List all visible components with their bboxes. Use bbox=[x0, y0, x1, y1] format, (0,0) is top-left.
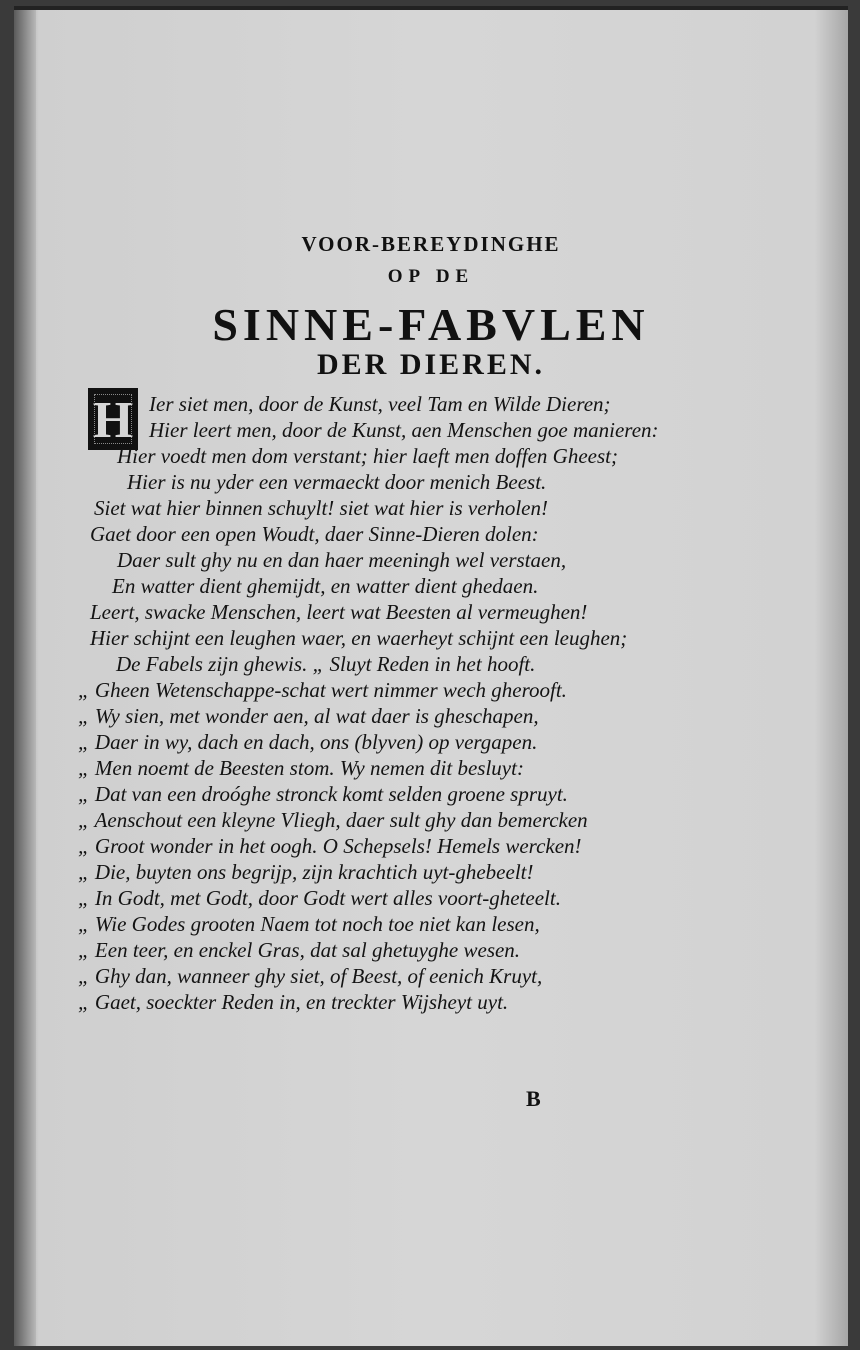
page-gutter bbox=[14, 10, 36, 1346]
poem-line: „ Dat van een droóghe stronck komt selden groene spruyt. bbox=[78, 782, 568, 806]
heading-voor-bereydinghe: VOOR-BEREYDINGHE bbox=[301, 232, 561, 256]
poem-line: De Fabels zijn ghewis. „ Sluyt Reden in het hooft. bbox=[116, 652, 536, 676]
poem-line: Gaet door een open Woudt, daer Sinne-Dieren dolen: bbox=[90, 522, 539, 546]
heading-op-de: OP DE bbox=[387, 266, 475, 287]
poem-line: Hier voedt men dom verstant; hier laeft men doffen Gheest; bbox=[117, 444, 618, 468]
poem-line: „ Een teer, en enckel Gras, dat sal ghetuyghe wesen. bbox=[78, 938, 521, 962]
poem-line: En watter dient ghemijdt, en watter dient ghedaen. bbox=[112, 574, 539, 598]
poem-line: „ Daer in wy, dach en dach, ons (blyven) op vergapen. bbox=[78, 730, 538, 754]
poem-line: Hier is nu yder een vermaeckt door menich Beest. bbox=[127, 470, 547, 494]
book-page bbox=[14, 6, 848, 1346]
poem-line: Ier siet men, door de Kunst, veel Tam en Wilde Dieren; bbox=[149, 392, 611, 416]
poem-line: Leert, swacke Menschen, leert wat Beesten al vermeughen! bbox=[90, 600, 588, 624]
poem-line: „ In Godt, met Godt, door Godt wert alles voort-gheteelt. bbox=[78, 886, 561, 910]
poem-line: „ Die, buyten ons begrijp, zijn krachtich uyt-ghebeelt! bbox=[78, 860, 534, 884]
initial-letter: H bbox=[92, 392, 134, 449]
heading-sinne-fabvlen: SINNE-FABVLEN bbox=[212, 299, 650, 350]
poem-line: „ Wy sien, met wonder aen, al wat daer is gheschapen, bbox=[78, 704, 539, 728]
decorated-initial bbox=[88, 388, 138, 450]
poem-line: Daer sult ghy nu en dan haer meeningh wel verstaen, bbox=[117, 548, 567, 572]
poem-line: Siet wat hier binnen schuylt! siet wat hier is verholen! bbox=[94, 496, 548, 520]
poem-line: Hier leert men, door de Kunst, aen Menschen goe manieren: bbox=[149, 418, 659, 442]
poem-line: „ Groot wonder in het oogh. O Schepsels! Hemels wercken! bbox=[78, 834, 582, 858]
poem-line: „ Aenschout een kleyne Vliegh, daer sult ghy dan bemercken bbox=[78, 808, 588, 832]
poem-line: Hier schijnt een leughen waer, en waerheyt schijnt een leughen; bbox=[90, 626, 628, 650]
poem-line: „ Wie Godes grooten Naem tot noch toe niet kan lesen, bbox=[78, 912, 540, 936]
heading-der-dieren: DER DIEREN. bbox=[316, 348, 546, 381]
initial-border bbox=[94, 394, 132, 444]
poem-line: „ Men noemt de Beesten stom. Wy nemen dit besluyt: bbox=[78, 756, 524, 780]
poem-line: „ Gaet, soeckter Reden in, en treckter Wijsheyt uyt. bbox=[78, 990, 509, 1014]
poem-line: „ Gheen Wetenschappe-schat wert nimmer wech gherooft. bbox=[78, 678, 567, 702]
poem-line: „ Ghy dan, wanneer ghy siet, of Beest, of eenich Kruyt, bbox=[78, 964, 543, 988]
signature-mark: B bbox=[526, 1086, 541, 1111]
